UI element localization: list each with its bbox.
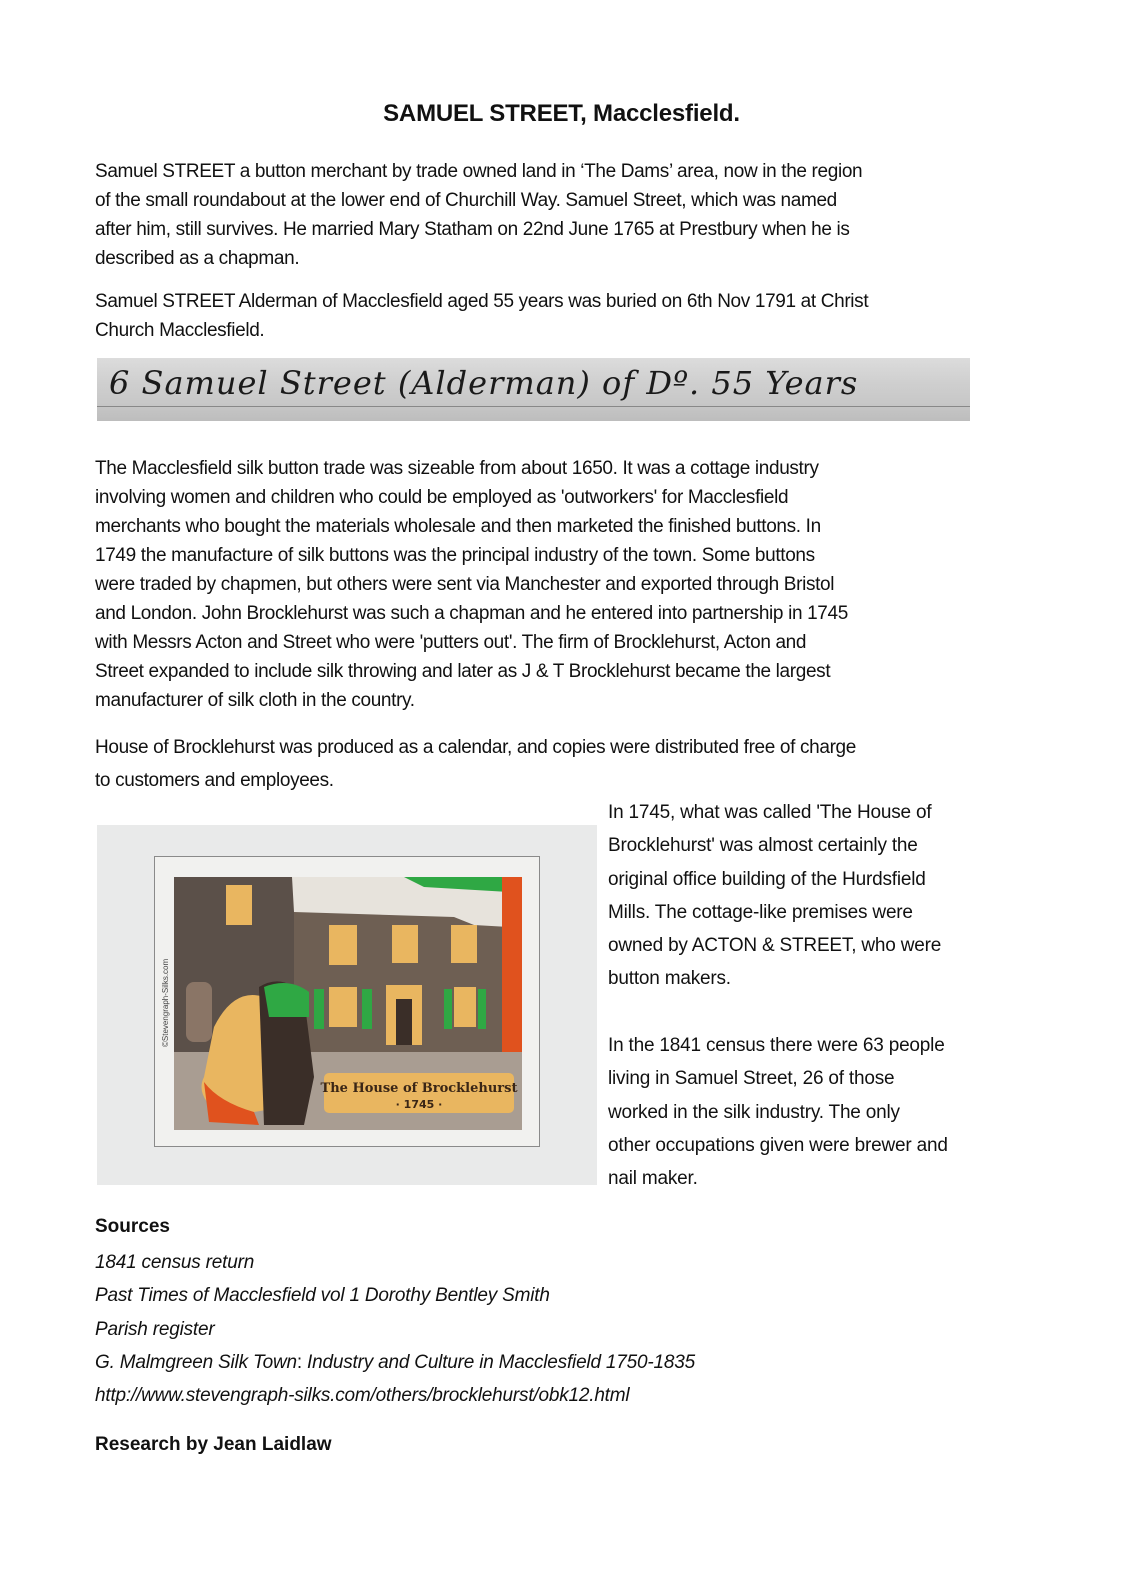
- text-line: after him, still survives. He married Mary Statham on 22nd June 1765 at Prestbury when he is: [95, 219, 850, 240]
- door: [396, 999, 412, 1045]
- text-line: with Messrs Acton and Street who were 'putters out'. The firm of Brocklehurst, Acton and: [95, 632, 807, 653]
- shutter: [444, 989, 452, 1029]
- trade-paragraph: [95, 454, 1035, 715]
- text-line: Brocklehurst' was almost certainly the: [608, 835, 918, 857]
- text-line: button makers.: [608, 968, 731, 990]
- source-item-malmgreen: [95, 1346, 695, 1379]
- source-colon: :: [296, 1351, 302, 1373]
- text-line: of the small roundabout at the lower end of Churchill Way. Samuel Street, which was named: [95, 190, 837, 211]
- intro-paragraph: [95, 157, 1035, 273]
- text-line: Samuel STREET Alderman of Macclesfield aged 55 years was buried on 6th Nov 1791 at Christ: [95, 291, 869, 312]
- source-item: Parish register: [95, 1318, 215, 1340]
- text-line: worked in the silk industry. The only: [608, 1101, 900, 1123]
- house-of-brocklehurst-photo: [97, 825, 597, 1185]
- window: [329, 925, 357, 965]
- census-paragraph: [608, 1029, 1028, 1195]
- text-line: to customers and employees.: [95, 770, 334, 791]
- source-url[interactable]: http://www.stevengraph-silks.com/others/brocklehurst/obk12.html: [95, 1385, 630, 1407]
- sources-heading: Sources: [95, 1216, 170, 1237]
- window: [329, 987, 357, 1027]
- text-line: In the 1841 census there were 63 people: [608, 1035, 945, 1056]
- text-line: The Macclesfield silk button trade was sizeable from about 1650. It was a cottage industry: [95, 458, 819, 479]
- text-line: Church Macclesfield.: [95, 320, 265, 341]
- text-line: other occupations given were brewer and: [608, 1134, 948, 1156]
- caption-year: · 1745 ·: [395, 1098, 443, 1111]
- text-line: House of Brocklehurst was produced as a calendar, and copies were distributed free of charge: [95, 737, 856, 758]
- page-title: SAMUEL STREET, Macclesfield.: [383, 100, 740, 127]
- silk-illustration: [174, 877, 522, 1130]
- register-handwriting: 6 Samuel Street (Alderman) of Dº. 55 Years: [109, 364, 859, 402]
- window: [226, 885, 252, 925]
- side-door: [186, 982, 212, 1042]
- window: [451, 925, 477, 963]
- text-line: Mills. The cottage-like premises were: [608, 901, 913, 923]
- window: [392, 925, 418, 963]
- text-line: original office building of the Hurdsfield: [608, 868, 926, 890]
- source-item: Past Times of Macclesfield vol 1 Dorothy Bentley Smith: [95, 1285, 550, 1307]
- text-line: Samuel STREET a button merchant by trade owned land in ‘The Dams’ area, now in the region: [95, 161, 863, 182]
- window: [454, 987, 476, 1027]
- source-author-title: G. Malmgreen Silk Town: [95, 1351, 297, 1373]
- text-line: described as a chapman.: [95, 248, 300, 269]
- text-line: owned by ACTON & STREET, who were: [608, 935, 942, 957]
- house-paragraph: [608, 796, 1028, 996]
- shutter: [314, 989, 324, 1029]
- text-line: were traded by chapmen, but others were sent via Manchester and exported through Bristol: [95, 574, 835, 595]
- caption-title: The House of Brocklehurst: [320, 1081, 518, 1096]
- register-ruling-line: [97, 406, 970, 407]
- source-item: 1841 census return: [95, 1252, 255, 1273]
- text-line: nail maker.: [608, 1168, 698, 1190]
- text-line: 1749 the manufacture of silk buttons was the principal industry of the town. Some buttons: [95, 545, 815, 566]
- burial-paragraph: [95, 287, 1035, 345]
- text-line: manufacturer of silk cloth in the country.: [95, 690, 415, 711]
- shutter: [362, 989, 372, 1029]
- orange-wall: [502, 877, 522, 1077]
- text-line: and London. John Brocklehurst was such a chapman and he entered into partnership in 1745: [95, 603, 848, 624]
- text-line: merchants who bought the materials wholesale and then marketed the finished buttons. In: [95, 516, 821, 537]
- text-line: Street expanded to include silk throwing and later as J & T Brocklehurst became the largest: [95, 661, 831, 682]
- silk-picture: [174, 877, 522, 1130]
- calendar-paragraph: [95, 731, 1035, 797]
- text-line: involving women and children who could be employed as 'outworkers' for Macclesfield: [95, 487, 789, 508]
- research-credit: Research by Jean Laidlaw: [95, 1434, 332, 1455]
- text-line: In 1745, what was called 'The House of: [608, 802, 932, 823]
- parish-register-image: [97, 358, 970, 421]
- source-subtitle: Industry and Culture in Macclesfield 1750-1835: [301, 1351, 695, 1373]
- watermark: ©Stevengraph-Silks.com: [161, 958, 170, 1047]
- shutter: [478, 989, 486, 1029]
- gentleman-cape: [264, 983, 309, 1017]
- text-line: living in Samuel Street, 26 of those: [608, 1068, 895, 1090]
- picture-mat: [154, 856, 540, 1147]
- sources-list: [95, 1246, 695, 1412]
